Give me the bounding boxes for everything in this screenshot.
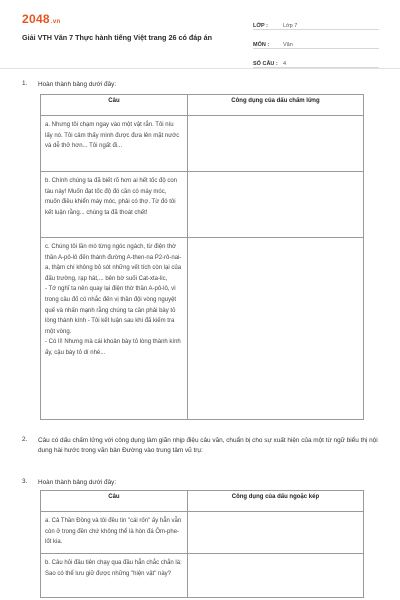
meta-row-class [253,14,379,30]
meta-value: Văn [283,42,293,48]
sentence-cell: c. Chúng tôi lần mò từng ngóc ngách, từ điện thờ thần A-pô-lô đến thánh đường A-then-na P2-rô-nai-a, thậm chí không bỏ sót những vết tích còn lại của đấu trường, rạp hát,... bên bờ suối Cat-xta-lic, - Tớ nghĩ ta nên quay lại điện thờ thần A-pô-lô, vì trong câu đố có nhắc đến vị thần đội vòng nguyệt quế và nhấn mạnh rằng chúng ta cần phải bày tỏ lòng thành kính - Tôi kết luận sau khi đã kiếm tra một vòng. - Có lí! Nhưng mà cái khoản bày tỏ lòng thành kính ấy, cậu bày tỏ dí nhé... [41,238,188,420]
answer-cell[interactable] [187,512,363,554]
sentence-cell: a. Cả Thần Đồng và tôi đều tin "cái rốn" ấy hẳn vẫn còn ở trong đền chứ không thể là hòn đá Ôm-phe-lốt kia. [41,512,188,554]
logo-suffix: .vn [50,19,61,25]
question-number: 1. [22,80,28,87]
table-header-row [41,95,364,116]
meta-value: Lớp 7 [283,23,298,29]
answer-cell[interactable] [187,238,363,420]
table-header-row [41,491,364,512]
sentence-cell: b. Câu hỏi đầu tiên chạy qua đầu hẳn chắc chắn là: Sao có thể lưu giữ được những "hiện vật" này? [41,554,188,598]
meta-info [253,14,379,71]
answer-cell[interactable] [187,172,363,238]
page-header [0,0,400,69]
meta-value: 4 [283,61,287,67]
column-header: Câu [41,491,188,512]
ellipsis-table [40,94,364,420]
meta-row-subject [253,33,379,49]
question-text: Hoàn thành bảng dưới đây: [38,81,117,88]
column-header: Công dụng của dấu chấm lửng [187,95,363,116]
logo-main: 2048 [22,12,50,26]
question-number: 3. [22,478,28,485]
meta-label: LỚP : [253,23,268,29]
column-header: Công dụng của dấu ngoặc kép [187,491,363,512]
document-title: Giải VTH Văn 7 Thực hành tiếng Việt trang 26 có đáp án [22,33,212,42]
question-text: Hoàn thành bảng dưới đây: [38,479,117,486]
table-row [41,172,364,238]
sentence-cell: b. Chính chúng ta đã biết rõ hơn ai hết tốc độ con tàu này! Muốn đạt tốc độ đó cần có máy móc, muốn điều khiển máy móc, phải có thợ. Từ đó tôi kết luận rằng... chúng ta đã thoát chết! [41,172,188,238]
sentence-cell: a. Nhưng tôi chạm ngay vào một vật rắn. Tôi níu lấy nó. Tôi cảm thấy mình được đưa lên mặt nước và dễ thở hơn... Tôi ngất đi... [41,116,188,172]
column-header: Câu [41,95,188,116]
meta-row-count [253,52,379,68]
table-row [41,116,364,172]
site-logo[interactable] [22,12,60,26]
table-row [41,554,364,598]
answer-cell[interactable] [187,116,363,172]
quotation-table [40,490,364,598]
meta-label: SỐ CÂU : [253,61,278,67]
question-text: Câu có dấu chấm lửng với công dụng làm giãn nhịp điệu câu văn, chuẩn bị cho sự xuất hiện của một từ ngữ biểu thị nội dung hài hước trong văn bản Đường vào trung tâm vũ trụ: [38,437,378,454]
question-number: 2. [22,436,28,443]
table-row [41,512,364,554]
meta-label: MÔN : [253,42,270,48]
answer-cell[interactable] [187,554,363,598]
table-row [41,238,364,420]
